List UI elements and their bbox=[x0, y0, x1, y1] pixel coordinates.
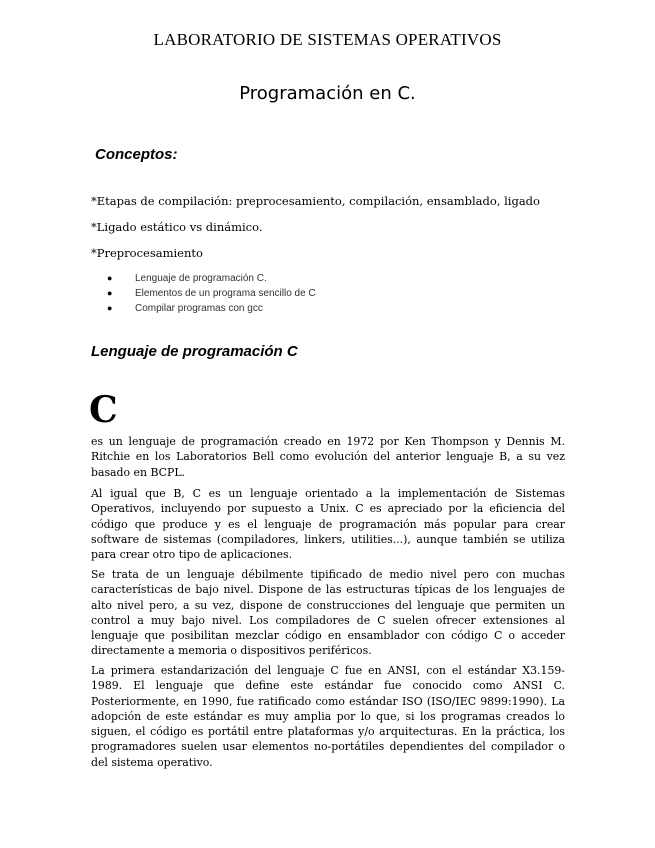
concept-line: *Etapas de compilación: preprocesamiento, compilación, ensamblado, ligado bbox=[91, 194, 540, 208]
conceptos-heading: Conceptos: bbox=[95, 146, 178, 163]
body-paragraph: Al igual que B, C es un lenguaje orientado a la implementación de Sistemas Operativos, incluyendo por supuesto a Unix. C es apreciado por la eficiencia del código que produce y es el lenguaje de programación más popular para crear software de sistemas (compiladores, linkers, utilities...), aunque también se utiliza para crear otro tipo de aplicaciones. bbox=[91, 487, 565, 562]
bullet-icon: ● bbox=[107, 273, 113, 283]
concept-bullet-list bbox=[91, 271, 316, 316]
body-paragraph: es un lenguaje de programación creado en 1972 por Ken Thompson y Dennis M. Ritchie en los Laboratorios Bell como evolución del anterior lenguaje B, a su vez basado en BCPL. bbox=[91, 435, 565, 479]
concept-line: *Ligado estático vs dinámico. bbox=[91, 220, 263, 234]
body-paragraph: Se trata de un lenguaje débilmente tipificado de medio nivel pero con muchas características de bajo nivel. Dispone de las estructuras típicas de los lenguajes de alto nivel pero, a su vez, dispone de construcciones del lenguaje que permiten un control a muy bajo nivel. Los compiladores de C suelen ofrecer extensiones al lenguaje que posibilitan mezclar código en ensamblador con código C o acceder directamente a memoria o dispositivos periféricos. bbox=[91, 568, 565, 658]
document-subtitle: Programación en C. bbox=[239, 83, 416, 104]
concept-line: *Preprocesamiento bbox=[91, 246, 203, 260]
bullet-icon: ● bbox=[107, 288, 113, 298]
drop-cap: C bbox=[89, 389, 118, 431]
list-item-text: Elementos de un programa sencillo de C bbox=[135, 288, 316, 299]
body-paragraph: La primera estandarización del lenguaje C fue en ANSI, con el estándar X3.159-1989. El lenguaje que define este estándar fue conocido como ANSI C. Posteriormente, en 1990, fue ratificado como estándar ISO (ISO/IEC 9899:1990). La adopción de este estándar es muy amplia por lo que, si los programas creados lo siguen, el código es portátil entre plataformas y/o arquitecturas. En la práctica, los programadores suelen usar elementos no-portátiles dependientes del compilador o del sistema operativo. bbox=[91, 664, 565, 769]
bullet-icon: ● bbox=[107, 303, 113, 313]
list-item bbox=[91, 301, 316, 316]
list-item bbox=[91, 286, 316, 301]
list-item bbox=[91, 271, 316, 286]
list-item-text: Compilar programas con gcc bbox=[135, 303, 263, 314]
lenguaje-heading: Lenguaje de programación C bbox=[91, 343, 298, 360]
list-item-text: Lenguaje de programación C. bbox=[135, 273, 267, 284]
document-title: LABORATORIO DE SISTEMAS OPERATIVOS bbox=[153, 30, 502, 49]
